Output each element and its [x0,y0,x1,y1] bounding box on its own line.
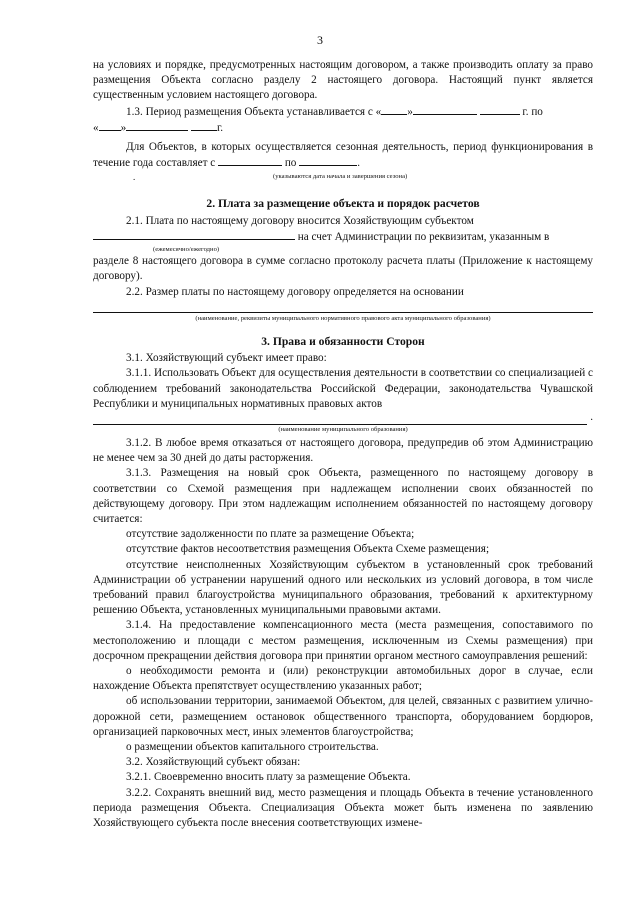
seasonal-note-dot: . [133,172,136,183]
section-2-heading: 2. Плата за размещение объекта и порядок расчетов [206,197,480,210]
season-start-blank [218,155,282,166]
paragraph-2-1-line2 [93,229,593,245]
period-quote-close: » [407,105,413,118]
legal-act-note: (наименование, реквизиты муниципального нормативного правового акта муниципального образования) [195,315,491,323]
section-3-heading: 3. Права и обязанности Сторон [261,335,425,348]
condition-scheme-compliance: отсутствие фактов несоответствия размещения Объекта Схеме размещения; [126,543,490,556]
section-rights [93,334,593,831]
paragraph-3-1-1: 3.1.1. Использовать Объект для осуществления деятельности в соответствии со специализацией с соблюдением требований законодательства Российской Федерации, законодательства Чувашской Республики и муниципальных нормативных правовых актов [93,367,593,410]
municipality-note: (наименование муниципального образования) [278,426,408,434]
paragraph-period-end [93,120,593,136]
paragraph-3-2: 3.2. Хозяйствующий субъект обязан: [126,756,301,769]
payment-frequency-blank [93,229,295,240]
end-quote-close: » [120,121,127,134]
season-end-blank [299,155,357,166]
year-blank [480,104,520,115]
seasonal-note: (указываются дата начала и завершения сезона) [273,173,408,181]
payment-frequency-note [93,246,593,254]
end-month-blank [126,120,188,131]
paragraph-3-1: 3.1. Хозяйствующий субъект имеет право: [126,352,327,365]
paragraph-3-2-1: 3.2.1. Своевременно вносить плату за размещение Объекта. [126,771,411,784]
page-number: 3 [317,33,323,47]
month-blank [413,104,477,115]
end-quote-open: « [93,121,99,134]
paragraph-2-1: 2.1. Плата по настоящему договору вносится Хозяйствующим субъектом [126,215,474,228]
paragraph-3-2-2: 3.2.2. Сохранять внешний вид, место размещения и площадь Объекта в течение установленного периода размещения Объекта. Специализация Объекта может быть изменена по заявлению Хозяйствующего субъекта после внесения соответствующих измене- [93,786,593,830]
contract-continuation [93,58,593,181]
condition-no-debt: отсутствие задолженности по плате за размещение Объекта; [126,528,415,541]
seasonal-to: по [284,157,297,170]
payment-account-text: на счет Администрации по реквизитам, указанным в [297,231,550,244]
seasonal-text: Для Объектов, в которых осуществляется сезонная деятельность, период функционирования в течение года составляет с [93,141,593,170]
seasonal-note-row [93,171,593,181]
municipality-blank-row [93,412,593,425]
decision-road-repair: о необходимости ремонта и (или) реконструкции автомобильных дорог в случае, если нахождение Объекта препятствует осуществлению указанных работ; [93,665,593,693]
paragraph-conditions: на условиях и порядке, предусмотренных настоящим договором, а также производить оплату за право размещения Объекта согласно разделу 2 настоящего договора. Настоящий пункт является существенным условием настоящего договора. [93,59,593,102]
paragraph-2-1-cont: разделе 8 настоящего договора в сумме согласно протоколу расчета платы (Приложение к настоящему договору). [93,254,593,282]
decision-capital-construction: о размещении объектов капитального строительства. [126,741,379,754]
paragraph-3-1-2: 3.1.2. В любое время отказаться от настоящего договора, предупредив об этом Администрацию не менее чем за 30 дней до даты расторжения. [93,437,593,465]
end-year-suffix: г. [216,121,224,134]
end-day-blank [99,120,121,131]
day-blank [381,104,407,115]
period-text-start: 1.3. Период размещения Объекта устанавливается с « [126,105,382,118]
paragraph-period [93,104,593,120]
frequency-note-text: (ежемесячно/ежегодно) [153,245,220,253]
paragraph-2-2: 2.2. Размер платы по настоящему договору определяется на основании [126,286,464,299]
end-year-blank [191,120,217,131]
period-year-to: г. по [522,105,543,118]
decision-territory-use: об использовании территории, занимаемой Объектом, для целей, связанных с развитием улично-дорожной сети, размещением остановок общественного транспорта, оборудованием бордюров, организацией парковочных мест, иных элементов благоустройства; [93,695,593,738]
municipality-period: . [590,411,593,424]
seasonal-period: . [357,157,360,170]
paragraph-3-1-3: 3.1.3. Размещения на новый срок Объекта, размещенного по настоящему договору в соответствии со Схемой размещения при надлежащем исполнении своих обязанностей по действующему договору. При этом надлежащим исполнением обязанностей по настоящему договору считается: [93,467,593,526]
municipality-blank [93,412,587,425]
condition-no-violations: отсутствие неисполненных Хозяйствующим субъектом в установленный срок требований Администрации об устранении нарушений одного или нескольких из условий договора, в том числе требований правил благоустройства муниципального образования, требований к архитектурному решению Объекта, установленных муниципальными правовыми актами. [93,558,593,617]
paragraph-3-1-4: 3.1.4. На предоставление компенсационного места (места размещения, сопоставимого по местоположению и площади с местом размещения, исключенным из Схемы размещения) при досрочном прекращении действия договора при принятии органом местного самоуправления решений: [93,619,593,662]
legal-act-blank [93,300,593,313]
paragraph-seasonal [93,140,593,171]
section-payment [93,196,593,323]
